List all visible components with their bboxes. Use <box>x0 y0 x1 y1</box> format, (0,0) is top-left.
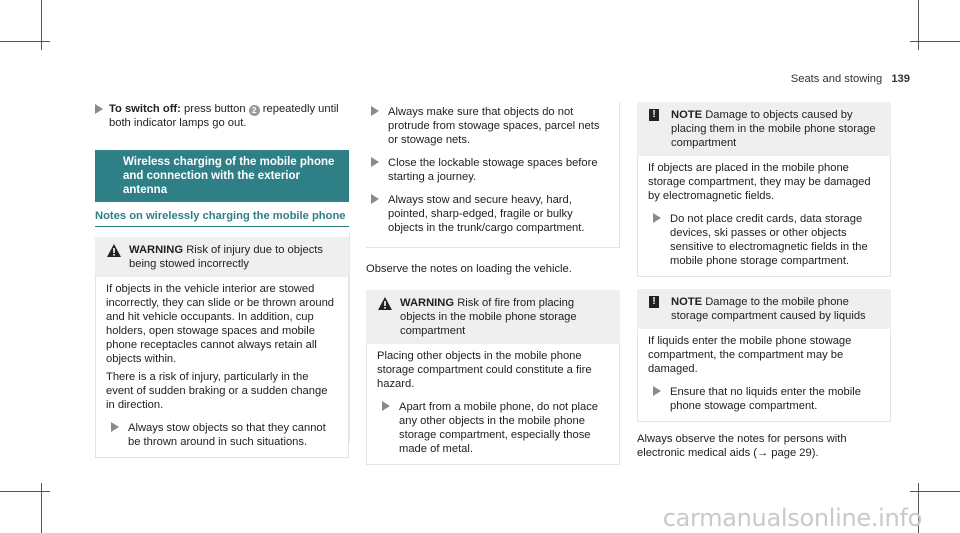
observe-text: Observe the notes on loading the vehicle. <box>366 263 572 275</box>
column-3 <box>637 102 891 460</box>
page-reference-link[interactable]: page 29). <box>768 447 819 459</box>
note-bullet: Ensure that no liquids enter the mobile phone stowage compartment. <box>648 385 880 413</box>
arrow-icon <box>653 386 661 396</box>
warning-box <box>95 237 349 458</box>
medical-aids-note: Always observe the notes for persons with electronic medical aids (→ page 29). <box>637 433 847 459</box>
arrow-icon <box>371 194 379 204</box>
warning-text: Placing other objects in the mobile phone storage compartment could constitute a fire hazard. <box>377 350 592 390</box>
page-header <box>791 73 910 85</box>
warning-triangle-icon <box>378 297 392 310</box>
warning-heading: Risk of injury due to objects being stowed incorrectly <box>129 244 323 270</box>
column-1 <box>95 102 349 458</box>
arrow-icon <box>95 104 103 114</box>
crop-mark <box>41 0 42 50</box>
note-text: If objects are placed in the mobile phone storage compartment, they may be damaged by electromagnetic fields. <box>648 162 871 202</box>
crop-mark <box>41 483 42 533</box>
list-item: Close the lockable stowage spaces before starting a journey. <box>366 156 611 184</box>
note-text: If liquids enter the mobile phone stowage compartment, the compartment may be damaged. <box>648 335 852 375</box>
warning-box <box>366 290 620 465</box>
warning-triangle-icon <box>107 244 121 257</box>
warning-bullet: Apart from a mobile phone, do not place any other objects in the mobile phone storage compartment, especially those made of metal. <box>377 400 609 456</box>
note-heading: Damage to the mobile phone storage compartment caused by liquids <box>671 296 866 322</box>
crop-mark <box>0 41 50 42</box>
warning-text: If objects in the vehicle interior are stowed incorrectly, they can slide or be thrown around and hit vehicle occupants. In addition, cup holders, open stowage spaces and mobile phone receptacles cannot always retain all objects within. <box>106 283 335 365</box>
warning-label: WARNING <box>129 244 184 256</box>
arrow-icon <box>653 213 661 223</box>
arrow-icon <box>382 401 390 411</box>
note-label: NOTE <box>671 109 703 121</box>
list-item: Always stow and secure heavy, hard, pointed, sharp-edged, fragile or bulky objects in the trunk/cargo compartment. <box>366 193 611 235</box>
exclamation-icon: ! <box>649 109 659 121</box>
reference-arrow-icon: → <box>757 447 769 459</box>
crop-mark <box>0 491 50 492</box>
note-box <box>637 102 891 277</box>
note-heading: Damage to objects caused by placing them in the mobile phone storage compartment <box>671 109 876 149</box>
list-item: Always make sure that objects do not protrude from stowage spaces, parcel nets or stowage nets. <box>366 105 611 147</box>
arrow-icon <box>371 157 379 167</box>
warning-heading: Risk of fire from placing objects in the mobile phone storage compartment <box>400 297 577 337</box>
exclamation-icon: ! <box>649 296 659 308</box>
note-bullet: Do not place credit cards, data storage devices, ski passes or other objects sensitive to electromagnetic fields in the mobile phone storage compartment. <box>648 212 880 268</box>
watermark: carmanualsonline.info <box>662 504 922 532</box>
note-box <box>637 289 891 422</box>
warning-text: There is a risk of injury, particularly in the event of sudden braking or a sudden change in direction. <box>106 371 328 411</box>
arrow-icon <box>111 422 119 432</box>
switch-off-step: To switch off: press button 2 repeatedly until both indicator lamps go out. <box>95 102 349 130</box>
warning-label: WARNING <box>400 297 455 309</box>
column-divider <box>349 232 350 442</box>
warning-bullet: Always stow objects so that they cannot be thrown around in such situations. <box>106 421 338 449</box>
arrow-icon <box>371 106 379 116</box>
section-name: Seats and stowing <box>790 73 883 85</box>
subsection-title: Notes on wirelessly charging the mobile phone <box>95 209 349 227</box>
section-title: Wireless charging of the mobile phone and connection with the exterior antenna <box>95 150 349 202</box>
note-label: NOTE <box>671 296 703 308</box>
crop-mark <box>918 0 919 50</box>
column-2 <box>366 102 620 465</box>
page-number: 139 <box>891 73 910 85</box>
button-number-badge: 2 <box>249 105 260 116</box>
